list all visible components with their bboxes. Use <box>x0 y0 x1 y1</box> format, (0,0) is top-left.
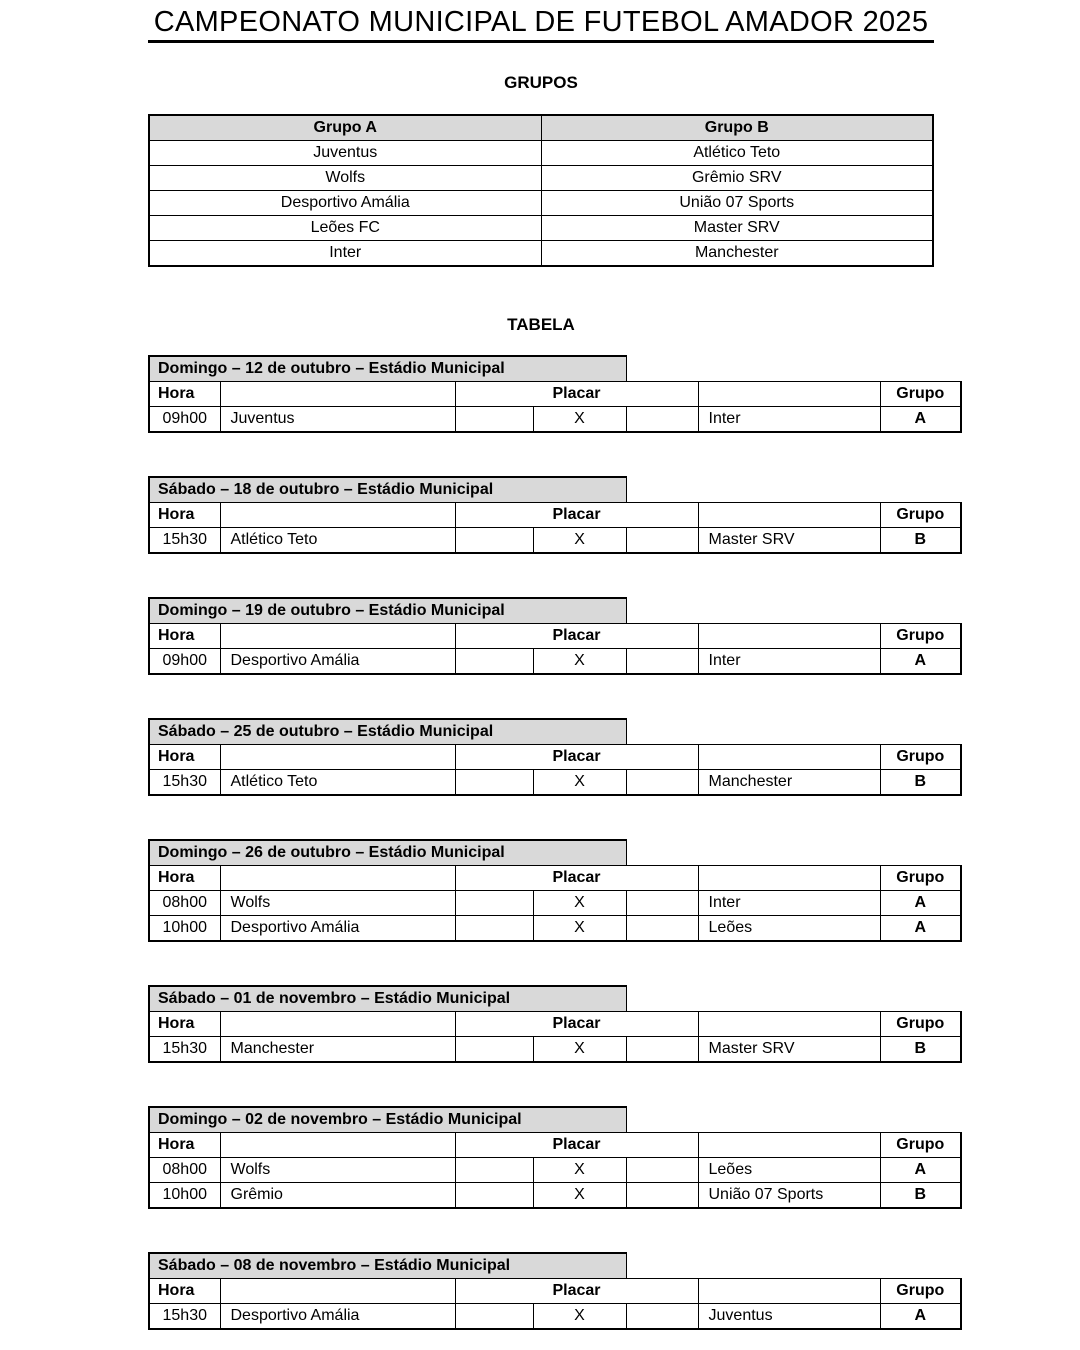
versus-x: X <box>533 407 626 433</box>
match-time: 09h00 <box>149 407 220 433</box>
home-team-header-cell <box>220 624 455 649</box>
match-day-date: Sábado – 08 de novembro – Estádio Municipal <box>149 1253 626 1279</box>
home-score-cell <box>455 770 533 796</box>
home-team-header-cell <box>220 745 455 770</box>
date-row-spacer <box>626 477 961 503</box>
away-team-header-cell <box>698 1012 880 1037</box>
match-time: 15h30 <box>149 528 220 554</box>
groups-row <box>149 141 933 166</box>
home-team: Desportivo Amália <box>220 1304 455 1330</box>
home-team: Desportivo Amália <box>220 649 455 675</box>
home-score-cell <box>455 1183 533 1209</box>
group-a-team: Juventus <box>149 141 541 166</box>
date-row-spacer <box>626 840 961 866</box>
away-team: Leões <box>698 916 880 942</box>
away-team: Manchester <box>698 770 880 796</box>
away-team-header-cell <box>698 745 880 770</box>
match-day-table <box>148 1106 962 1209</box>
match-day-date: Sábado – 01 de novembro – Estádio Municipal <box>149 986 626 1012</box>
placar-header: Placar <box>455 1133 698 1158</box>
date-row-spacer <box>626 598 961 624</box>
placar-header: Placar <box>455 382 698 407</box>
home-team-header-cell <box>220 1012 455 1037</box>
versus-x: X <box>533 1037 626 1063</box>
hora-header: Hora <box>149 745 220 770</box>
match-time: 15h30 <box>149 1304 220 1330</box>
versus-x: X <box>533 1183 626 1209</box>
versus-x: X <box>533 1158 626 1183</box>
versus-x: X <box>533 891 626 916</box>
hora-header: Hora <box>149 382 220 407</box>
match-day-date: Domingo – 02 de novembro – Estádio Municipal <box>149 1107 626 1133</box>
match-row <box>149 891 961 916</box>
away-score-cell <box>626 1037 698 1063</box>
group-b-header: Grupo B <box>541 115 933 141</box>
match-day-date: Sábado – 18 de outubro – Estádio Municipal <box>149 477 626 503</box>
match-group: A <box>880 1158 961 1183</box>
match-row <box>149 1037 961 1063</box>
match-day-table <box>148 597 962 675</box>
away-team-header-cell <box>698 866 880 891</box>
schedule-section-heading: TABELA <box>507 315 575 334</box>
groups-row <box>149 241 933 267</box>
match-time: 08h00 <box>149 1158 220 1183</box>
match-header-row <box>149 1279 961 1304</box>
match-time: 10h00 <box>149 916 220 942</box>
date-row-spacer <box>626 1253 961 1279</box>
match-header-row <box>149 503 961 528</box>
match-day-table <box>148 718 962 796</box>
away-score-cell <box>626 916 698 942</box>
away-team: Inter <box>698 891 880 916</box>
away-team: Juventus <box>698 1304 880 1330</box>
group-a-team: Leões FC <box>149 216 541 241</box>
home-team: Grêmio <box>220 1183 455 1209</box>
home-team-header-cell <box>220 866 455 891</box>
match-row <box>149 1183 961 1209</box>
group-b-team: Grêmio SRV <box>541 166 933 191</box>
home-score-cell <box>455 649 533 675</box>
groups-section-heading: GRUPOS <box>504 73 578 92</box>
match-day-date: Sábado – 25 de outubro – Estádio Municipal <box>149 719 626 745</box>
match-time: 15h30 <box>149 1037 220 1063</box>
group-b-team: Master SRV <box>541 216 933 241</box>
placar-header: Placar <box>455 866 698 891</box>
match-header-row <box>149 1133 961 1158</box>
home-score-cell <box>455 891 533 916</box>
match-day-table <box>148 476 962 554</box>
groups-table <box>148 114 934 267</box>
group-b-team: União 07 Sports <box>541 191 933 216</box>
match-day-date-row <box>149 477 961 503</box>
away-team: União 07 Sports <box>698 1183 880 1209</box>
hora-header: Hora <box>149 503 220 528</box>
match-group: B <box>880 770 961 796</box>
match-group: A <box>880 891 961 916</box>
match-day-date-row <box>149 356 961 382</box>
match-day-table <box>148 985 962 1063</box>
away-score-cell <box>626 407 698 433</box>
groups-row <box>149 191 933 216</box>
grupo-header: Grupo <box>880 866 961 891</box>
versus-x: X <box>533 649 626 675</box>
match-day-date-row <box>149 719 961 745</box>
date-row-spacer <box>626 356 961 382</box>
away-team: Inter <box>698 649 880 675</box>
home-team: Wolfs <box>220 1158 455 1183</box>
away-team-header-cell <box>698 1279 880 1304</box>
group-a-team: Desportivo Amália <box>149 191 541 216</box>
home-team: Juventus <box>220 407 455 433</box>
away-team-header-cell <box>698 1133 880 1158</box>
date-row-spacer <box>626 719 961 745</box>
placar-header: Placar <box>455 503 698 528</box>
away-team: Master SRV <box>698 528 880 554</box>
placar-header: Placar <box>455 1012 698 1037</box>
away-team: Master SRV <box>698 1037 880 1063</box>
away-team-header-cell <box>698 503 880 528</box>
match-day-date: Domingo – 12 de outubro – Estádio Municipal <box>149 356 626 382</box>
away-score-cell <box>626 1304 698 1330</box>
placar-header: Placar <box>455 1279 698 1304</box>
away-score-cell <box>626 649 698 675</box>
home-score-cell <box>455 407 533 433</box>
away-team: Inter <box>698 407 880 433</box>
match-group: B <box>880 1037 961 1063</box>
match-day-date-row <box>149 1253 961 1279</box>
match-row <box>149 770 961 796</box>
match-time: 08h00 <box>149 891 220 916</box>
versus-x: X <box>533 916 626 942</box>
grupo-header: Grupo <box>880 624 961 649</box>
match-row <box>149 916 961 942</box>
group-b-team: Atlético Teto <box>541 141 933 166</box>
home-team: Desportivo Amália <box>220 916 455 942</box>
match-day-table <box>148 839 962 942</box>
groups-header-row <box>149 115 933 141</box>
date-row-spacer <box>626 986 961 1012</box>
match-row <box>149 528 961 554</box>
match-day-date: Domingo – 26 de outubro – Estádio Municipal <box>149 840 626 866</box>
grupo-header: Grupo <box>880 1012 961 1037</box>
groups-row <box>149 166 933 191</box>
match-header-row <box>149 382 961 407</box>
home-score-cell <box>455 1158 533 1183</box>
home-team: Atlético Teto <box>220 528 455 554</box>
grupo-header: Grupo <box>880 1133 961 1158</box>
home-team: Manchester <box>220 1037 455 1063</box>
match-header-row <box>149 745 961 770</box>
hora-header: Hora <box>149 1279 220 1304</box>
groups-row <box>149 216 933 241</box>
match-group: B <box>880 1183 961 1209</box>
match-row <box>149 1158 961 1183</box>
hora-header: Hora <box>149 866 220 891</box>
match-day-date-row <box>149 840 961 866</box>
away-team: Leões <box>698 1158 880 1183</box>
away-score-cell <box>626 770 698 796</box>
home-team: Atlético Teto <box>220 770 455 796</box>
away-score-cell <box>626 528 698 554</box>
match-group: A <box>880 649 961 675</box>
away-score-cell <box>626 1183 698 1209</box>
placar-header: Placar <box>455 745 698 770</box>
versus-x: X <box>533 1304 626 1330</box>
match-day-tables <box>148 355 960 1330</box>
match-day-date-row <box>149 598 961 624</box>
group-a-header: Grupo A <box>149 115 541 141</box>
match-header-row <box>149 1012 961 1037</box>
home-score-cell <box>455 1304 533 1330</box>
hora-header: Hora <box>149 624 220 649</box>
home-team-header-cell <box>220 503 455 528</box>
match-day-date-row <box>149 986 961 1012</box>
match-day-date-row <box>149 1107 961 1133</box>
home-score-cell <box>455 1037 533 1063</box>
match-group: A <box>880 1304 961 1330</box>
away-team-header-cell <box>698 624 880 649</box>
versus-x: X <box>533 528 626 554</box>
match-day-table <box>148 355 962 433</box>
group-b-team: Manchester <box>541 241 933 267</box>
match-group: A <box>880 916 961 942</box>
match-time: 10h00 <box>149 1183 220 1209</box>
hora-header: Hora <box>149 1133 220 1158</box>
home-team-header-cell <box>220 1279 455 1304</box>
home-team: Wolfs <box>220 891 455 916</box>
group-a-team: Inter <box>149 241 541 267</box>
match-day-table <box>148 1252 962 1330</box>
placar-header: Placar <box>455 624 698 649</box>
match-time: 09h00 <box>149 649 220 675</box>
match-row <box>149 1304 961 1330</box>
away-score-cell <box>626 891 698 916</box>
match-time: 15h30 <box>149 770 220 796</box>
match-row <box>149 407 961 433</box>
hora-header: Hora <box>149 1012 220 1037</box>
grupo-header: Grupo <box>880 382 961 407</box>
match-header-row <box>149 866 961 891</box>
grupo-header: Grupo <box>880 745 961 770</box>
match-row <box>149 649 961 675</box>
away-score-cell <box>626 1158 698 1183</box>
date-row-spacer <box>626 1107 961 1133</box>
home-team-header-cell <box>220 1133 455 1158</box>
group-a-team: Wolfs <box>149 166 541 191</box>
home-team-header-cell <box>220 382 455 407</box>
home-score-cell <box>455 916 533 942</box>
match-group: B <box>880 528 961 554</box>
away-team-header-cell <box>698 382 880 407</box>
home-score-cell <box>455 528 533 554</box>
match-group: A <box>880 407 961 433</box>
document-body <box>148 6 960 1330</box>
match-day-date: Domingo – 19 de outubro – Estádio Municipal <box>149 598 626 624</box>
grupo-header: Grupo <box>880 1279 961 1304</box>
grupo-header: Grupo <box>880 503 961 528</box>
match-header-row <box>149 624 961 649</box>
versus-x: X <box>533 770 626 796</box>
document-title: CAMPEONATO MUNICIPAL DE FUTEBOL AMADOR 2025 <box>148 6 934 43</box>
